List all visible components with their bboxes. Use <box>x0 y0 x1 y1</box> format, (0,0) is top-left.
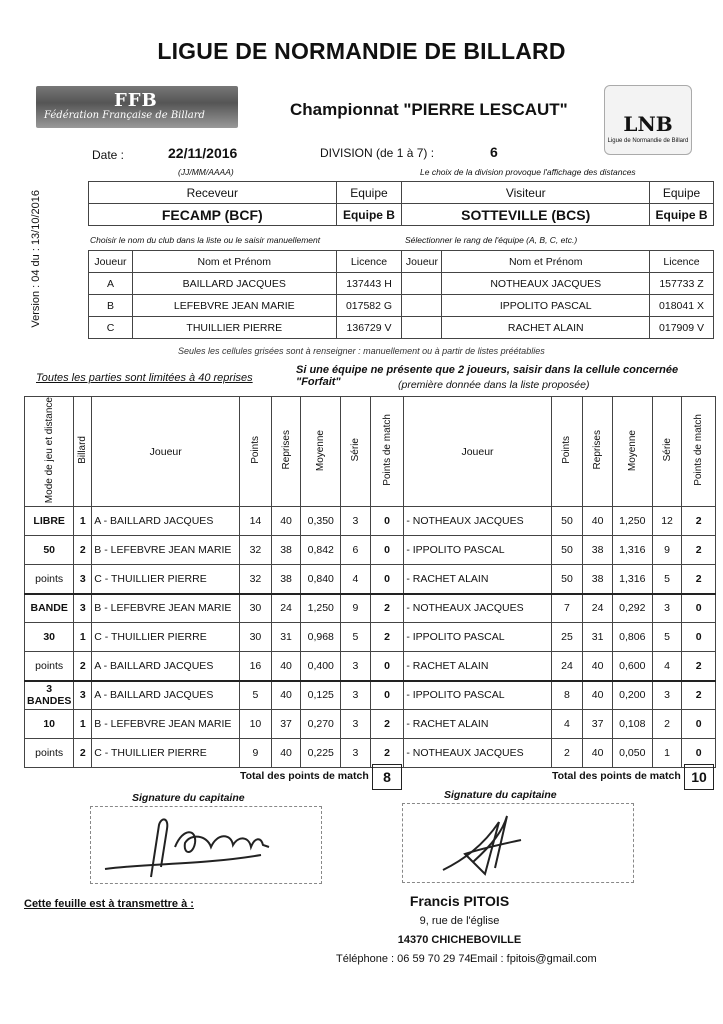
game-distance-unit: points <box>25 652 74 681</box>
games-header-billard-text: Billard <box>77 436 89 464</box>
away-total-value: 10 <box>684 764 714 790</box>
away-serie[interactable]: 5 <box>652 565 682 594</box>
games-header-moyenne <box>301 397 341 507</box>
away-serie[interactable]: 1 <box>652 739 682 768</box>
billard-number: 1 <box>74 710 92 739</box>
receveur-club[interactable]: FECAMP (BCF) <box>89 204 337 226</box>
game-row <box>25 739 716 768</box>
games-header-pm-away-text: Points de match <box>693 414 705 486</box>
players-header-licence: Licence <box>336 251 402 273</box>
home-points[interactable]: 14 <box>240 507 272 536</box>
games-header-moyenne-text: Moyenne <box>315 429 327 471</box>
game-row <box>25 565 716 594</box>
away-reprises[interactable]: 31 <box>583 623 613 652</box>
games-header-points-text: Points <box>249 436 261 464</box>
players-table <box>88 250 714 339</box>
away-points[interactable]: 50 <box>551 507 583 536</box>
away-reprises[interactable]: 37 <box>583 710 613 739</box>
away-player[interactable]: - NOTHEAUX JACQUES <box>404 739 551 768</box>
lnb-logo-text: LNB <box>623 112 673 136</box>
home-serie[interactable]: 9 <box>341 594 371 623</box>
games-header-reprises <box>271 397 301 507</box>
players-header-name: Nom et Prénom <box>132 251 336 273</box>
home-player-name[interactable]: BAILLARD JACQUES <box>132 273 336 295</box>
games-header-pm-text: Points de match <box>381 414 393 486</box>
away-player[interactable]: - RACHET ALAIN <box>404 652 551 681</box>
away-player-letter <box>402 273 442 295</box>
away-match-points: 2 <box>682 507 716 536</box>
away-match-points: 2 <box>682 536 716 565</box>
away-player[interactable]: - RACHET ALAIN <box>404 710 551 739</box>
games-header-serie <box>341 397 371 507</box>
home-player-licence[interactable]: 137443 H <box>336 273 402 295</box>
date-label: Date : <box>92 148 125 162</box>
away-reprises[interactable]: 38 <box>583 536 613 565</box>
billard-number: 3 <box>74 681 92 710</box>
contact-street: 9, rue de l'église <box>419 915 500 927</box>
home-serie[interactable]: 6 <box>341 536 371 565</box>
visiteur-team[interactable]: Equipe B <box>650 204 714 226</box>
away-reprises[interactable]: 40 <box>583 681 613 710</box>
away-serie[interactable]: 9 <box>652 536 682 565</box>
games-header-points <box>240 397 272 507</box>
away-moyenne: 1,316 <box>612 565 652 594</box>
game-mode: 3 BANDES <box>25 681 74 710</box>
page-title: LIGUE DE NORMANDIE DE BILLARD <box>157 38 566 64</box>
home-points[interactable]: 32 <box>240 536 272 565</box>
forfait-note-sub: (première donnée dans la liste proposée) <box>398 379 590 391</box>
games-header-reprises-away <box>583 397 613 507</box>
home-match-points: 0 <box>370 681 404 710</box>
away-points[interactable]: 24 <box>551 652 583 681</box>
division-note: Le choix de la division provoque l'affichage des distances <box>420 167 636 177</box>
games-header-serie-away <box>652 397 682 507</box>
home-serie[interactable]: 4 <box>341 565 371 594</box>
home-match-points: 0 <box>370 565 404 594</box>
games-header-points-away-text: Points <box>561 436 573 464</box>
away-reprises[interactable]: 40 <box>583 652 613 681</box>
receveur-team-header: Equipe <box>336 182 402 204</box>
reprises-limit: Toutes les parties sont limitées à 40 reprises <box>36 372 253 384</box>
players-header-name-away: Nom et Prénom <box>442 251 650 273</box>
home-player-name[interactable]: LEFEBVRE JEAN MARIE <box>132 295 336 317</box>
home-player-licence[interactable]: 017582 G <box>336 295 402 317</box>
home-player[interactable]: B - LEFEBVRE JEAN MARIE <box>92 710 240 739</box>
game-row <box>25 623 716 652</box>
home-match-points: 2 <box>370 739 404 768</box>
home-player[interactable]: A - BAILLARD JACQUES <box>92 681 240 710</box>
division-label: DIVISION (de 1 à 7) : <box>320 146 435 160</box>
games-header-billard <box>74 397 92 507</box>
contact-phone: Téléphone : 06 59 70 29 74 <box>336 953 471 965</box>
home-player[interactable]: A - BAILLARD JACQUES <box>92 652 240 681</box>
players-header-joueur: Joueur <box>89 251 133 273</box>
game-mode: BANDE <box>25 594 74 623</box>
away-moyenne: 0,806 <box>612 623 652 652</box>
away-player-licence[interactable]: 157733 Z <box>650 273 714 295</box>
billard-number: 3 <box>74 594 92 623</box>
player-row <box>89 273 714 295</box>
home-player[interactable]: C - THUILLIER PIERRE <box>92 565 240 594</box>
game-distance: 50 <box>25 536 74 565</box>
home-moyenne: 0,842 <box>301 536 341 565</box>
home-reprises[interactable]: 40 <box>271 652 301 681</box>
home-reprises[interactable]: 24 <box>271 594 301 623</box>
game-row <box>25 594 716 623</box>
away-player-letter <box>402 317 442 339</box>
away-serie[interactable]: 4 <box>652 652 682 681</box>
home-moyenne: 0,400 <box>301 652 341 681</box>
home-serie[interactable]: 3 <box>341 710 371 739</box>
away-moyenne: 0,200 <box>612 681 652 710</box>
home-player[interactable]: A - BAILLARD JACQUES <box>92 507 240 536</box>
away-player-name[interactable]: IPPOLITO PASCAL <box>442 295 650 317</box>
home-player-name[interactable]: THUILLIER PIERRE <box>132 317 336 339</box>
away-player[interactable]: - IPPOLITO PASCAL <box>404 623 551 652</box>
away-moyenne: 0,292 <box>612 594 652 623</box>
home-match-points: 0 <box>370 536 404 565</box>
billard-number: 1 <box>74 623 92 652</box>
home-signature-icon <box>91 807 323 885</box>
home-match-points: 2 <box>370 623 404 652</box>
game-distance-unit: points <box>25 739 74 768</box>
home-points[interactable]: 16 <box>240 652 272 681</box>
games-header-pm <box>370 397 404 507</box>
club-note: Choisir le nom du club dans la liste ou le saisir manuellement <box>90 235 321 245</box>
ffb-logo <box>36 86 238 128</box>
games-header-moyenne-away-text: Moyenne <box>626 429 638 471</box>
home-serie[interactable]: 3 <box>341 652 371 681</box>
home-moyenne: 0,840 <box>301 565 341 594</box>
home-serie[interactable]: 3 <box>341 681 371 710</box>
away-player[interactable]: - IPPOLITO PASCAL <box>404 536 551 565</box>
home-player[interactable]: B - LEFEBVRE JEAN MARIE <box>92 536 240 565</box>
away-total-label: Total des points de match <box>552 770 681 782</box>
game-distance-unit: points <box>25 565 74 594</box>
player-row <box>89 317 714 339</box>
away-match-points: 0 <box>682 623 716 652</box>
away-signature-box[interactable] <box>402 803 634 883</box>
away-points[interactable]: 7 <box>551 594 583 623</box>
away-moyenne: 0,600 <box>612 652 652 681</box>
team-rank-note: Sélectionner le rang de l'équipe (A, B, C, etc.) <box>405 235 578 245</box>
away-moyenne: 0,050 <box>612 739 652 768</box>
home-serie[interactable]: 5 <box>341 623 371 652</box>
grey-cells-note: Seules les cellules grisées sont à renseigner : manuellement ou à partir de listes préétablies <box>178 346 545 356</box>
home-signature-box[interactable] <box>90 806 322 884</box>
home-player[interactable]: B - LEFEBVRE JEAN MARIE <box>92 594 240 623</box>
games-header-reprises-text: Reprises <box>280 430 292 470</box>
home-player-licence[interactable]: 136729 V <box>336 317 402 339</box>
ffb-logo-subtext: Fédération Française de Billard <box>44 110 205 121</box>
home-points[interactable]: 30 <box>240 594 272 623</box>
game-distance: 30 <box>25 623 74 652</box>
away-serie[interactable]: 12 <box>652 507 682 536</box>
away-reprises[interactable]: 38 <box>583 565 613 594</box>
games-header-mode-text: Mode de jeu et distance <box>43 397 55 504</box>
away-player-name[interactable]: RACHET ALAIN <box>442 317 650 339</box>
away-moyenne: 1,316 <box>612 536 652 565</box>
home-moyenne: 0,270 <box>301 710 341 739</box>
ffb-logo-text: FFB <box>114 90 158 111</box>
away-player-licence[interactable]: 017909 V <box>650 317 714 339</box>
away-points[interactable]: 2 <box>551 739 583 768</box>
home-match-points: 0 <box>370 652 404 681</box>
players-header-joueur-away: Joueur <box>402 251 442 273</box>
date-format: (JJ/MM/AAAA) <box>178 167 234 177</box>
home-moyenne: 0,968 <box>301 623 341 652</box>
games-header-points-away <box>551 397 583 507</box>
game-row <box>25 507 716 536</box>
away-match-points: 0 <box>682 739 716 768</box>
away-points[interactable]: 50 <box>551 565 583 594</box>
games-header-mode <box>25 397 74 507</box>
games-header-serie-away-text: Série <box>661 438 673 462</box>
division-value[interactable]: 6 <box>490 144 498 160</box>
away-serie[interactable]: 5 <box>652 623 682 652</box>
away-player[interactable]: - NOTHEAUX JACQUES <box>404 594 551 623</box>
receveur-header: Receveur <box>89 182 337 204</box>
billard-number: 1 <box>74 507 92 536</box>
home-moyenne: 0,125 <box>301 681 341 710</box>
visiteur-header: Visiteur <box>402 182 650 204</box>
home-moyenne: 1,250 <box>301 594 341 623</box>
contact-name: Francis PITOIS <box>409 893 510 909</box>
billard-number: 2 <box>74 536 92 565</box>
player-row <box>89 295 714 317</box>
home-reprises[interactable]: 38 <box>271 536 301 565</box>
away-match-points: 0 <box>682 710 716 739</box>
home-player[interactable]: C - THUILLIER PIERRE <box>92 739 240 768</box>
lnb-logo <box>604 85 692 155</box>
contact-email[interactable]: Email : fpitois@gmail.com <box>470 953 597 965</box>
championship-title: Championnat "PIERRE LESCAUT" <box>290 100 568 119</box>
contact-city: 14370 CHICHEBOVILLE <box>397 934 522 946</box>
game-row <box>25 681 716 710</box>
away-points[interactable]: 25 <box>551 623 583 652</box>
date-value[interactable]: 22/11/2016 <box>168 145 238 161</box>
visiteur-club[interactable]: SOTTEVILLE (BCS) <box>402 204 650 226</box>
game-row <box>25 710 716 739</box>
game-distance: 10 <box>25 710 74 739</box>
home-points[interactable]: 30 <box>240 623 272 652</box>
away-reprises[interactable]: 40 <box>583 739 613 768</box>
away-signature-label: Signature du capitaine <box>444 789 557 801</box>
receveur-team[interactable]: Equipe B <box>336 204 402 226</box>
home-match-points: 2 <box>370 710 404 739</box>
away-serie[interactable]: 2 <box>652 710 682 739</box>
billard-number: 3 <box>74 565 92 594</box>
home-reprises[interactable]: 40 <box>271 507 301 536</box>
home-points[interactable]: 5 <box>240 681 272 710</box>
home-serie[interactable]: 3 <box>341 739 371 768</box>
home-moyenne: 0,350 <box>301 507 341 536</box>
home-reprises[interactable]: 31 <box>271 623 301 652</box>
player-letter: C <box>89 317 133 339</box>
billard-number: 2 <box>74 739 92 768</box>
visiteur-team-header: Equipe <box>650 182 714 204</box>
away-moyenne: 0,108 <box>612 710 652 739</box>
home-total-label: Total des points de match <box>240 770 369 782</box>
players-header-licence-away: Licence <box>650 251 714 273</box>
away-player[interactable]: - NOTHEAUX JACQUES <box>404 507 551 536</box>
home-signature-label: Signature du capitaine <box>132 792 245 804</box>
home-match-points: 0 <box>370 507 404 536</box>
billard-number: 2 <box>74 652 92 681</box>
home-moyenne: 0,225 <box>301 739 341 768</box>
home-points[interactable]: 9 <box>240 739 272 768</box>
lnb-logo-subtext: Ligue de Normandie de Billard <box>607 138 689 144</box>
away-player[interactable]: - IPPOLITO PASCAL <box>404 681 551 710</box>
away-points[interactable]: 4 <box>551 710 583 739</box>
games-header-moyenne-away <box>612 397 652 507</box>
game-row <box>25 652 716 681</box>
games-header-serie-text: Série <box>349 438 361 462</box>
away-reprises[interactable]: 24 <box>583 594 613 623</box>
transmit-label: Cette feuille est à transmettre à : <box>24 898 194 910</box>
home-points[interactable]: 10 <box>240 710 272 739</box>
away-match-points: 2 <box>682 565 716 594</box>
away-match-points: 2 <box>682 681 716 710</box>
home-total-value: 8 <box>372 764 402 790</box>
games-table <box>24 396 716 768</box>
version-text: Version : 04 du : 13/10/2016 <box>30 190 42 328</box>
away-serie[interactable]: 3 <box>652 681 682 710</box>
games-header-reprises-away-text: Reprises <box>592 430 604 470</box>
forfait-note: Si une équipe ne présente que 2 joueurs, saisir dans la cellule concernée "Forfait" <box>296 364 679 388</box>
home-serie[interactable]: 3 <box>341 507 371 536</box>
away-match-points: 2 <box>682 652 716 681</box>
away-signature-icon <box>403 804 635 884</box>
games-header-joueur: Joueur <box>92 397 240 507</box>
game-mode: LIBRE <box>25 507 74 536</box>
home-reprises[interactable]: 40 <box>271 681 301 710</box>
away-reprises[interactable]: 40 <box>583 507 613 536</box>
home-match-points: 2 <box>370 594 404 623</box>
player-letter: A <box>89 273 133 295</box>
games-header-pm-away <box>682 397 716 507</box>
away-player[interactable]: - RACHET ALAIN <box>404 565 551 594</box>
away-serie[interactable]: 3 <box>652 594 682 623</box>
home-reprises[interactable]: 40 <box>271 739 301 768</box>
away-player-licence[interactable]: 018041 X <box>650 295 714 317</box>
games-header-joueur-away: Joueur <box>404 397 551 507</box>
away-player-name[interactable]: NOTHEAUX JACQUES <box>442 273 650 295</box>
home-reprises[interactable]: 38 <box>271 565 301 594</box>
away-points[interactable]: 8 <box>551 681 583 710</box>
version-stamp <box>30 190 46 350</box>
game-row <box>25 536 716 565</box>
away-match-points: 0 <box>682 594 716 623</box>
home-player[interactable]: C - THUILLIER PIERRE <box>92 623 240 652</box>
away-moyenne: 1,250 <box>612 507 652 536</box>
teams-table <box>88 181 714 226</box>
home-points[interactable]: 32 <box>240 565 272 594</box>
home-reprises[interactable]: 37 <box>271 710 301 739</box>
away-player-letter <box>402 295 442 317</box>
away-points[interactable]: 50 <box>551 536 583 565</box>
player-letter: B <box>89 295 133 317</box>
